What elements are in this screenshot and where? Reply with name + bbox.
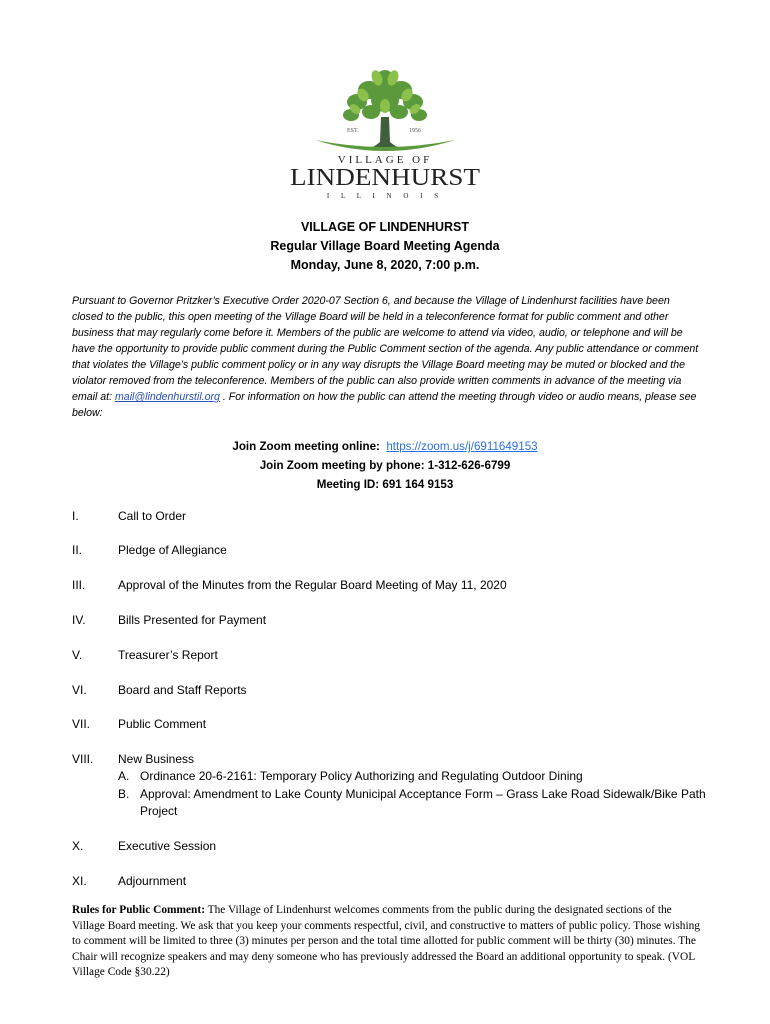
email-link[interactable]: mail@lindenhurstil.org [114, 391, 220, 403]
agenda-subitem-letter: A. [118, 769, 130, 783]
svg-text:I L L I N O I S: I L L I N O I S [326, 192, 444, 200]
agenda-subitem [118, 768, 712, 786]
agenda-item-number: VI. [72, 683, 87, 697]
svg-text:EST.: EST. [347, 128, 359, 134]
agenda-item-text: Approval of the Minutes from the Regular Board Meeting of May 11, 2020 [118, 578, 507, 592]
agenda-subitem-text: Ordinance 20-6-2161: Temporary Policy Authorizing and Regulating Outdoor Dining [140, 769, 583, 783]
agenda-item-number: VII. [72, 717, 91, 731]
agenda-item-number: II. [72, 543, 83, 557]
agenda-item-number: X. [72, 839, 84, 853]
rules-heading: Rules for Public Comment: [72, 904, 205, 916]
intro-text-after: . For information on how the public can attend the meeting through video or audio means, please see below: [72, 391, 697, 419]
title-line-3: Monday, June 8, 2020, 7:00 p.m. [290, 258, 480, 272]
agenda-subitem-text: Approval: Amendment to Lake County Municipal Acceptance Form – Grass Lake Road Sidewalk/Bike Path Project [140, 786, 706, 818]
village-logo [285, 62, 485, 212]
title-line-1: VILLAGE OF LINDENHURST [300, 220, 470, 234]
svg-text:1956: 1956 [409, 128, 421, 134]
zoom-online-line [0, 437, 770, 456]
agenda-item-text: Bills Presented for Payment [118, 613, 267, 627]
tree-logo-icon [285, 62, 485, 212]
agenda-item-number: III. [72, 578, 86, 592]
title-line-2: Regular Village Board Meeting Agenda [270, 239, 500, 253]
public-comment-rules [72, 903, 704, 981]
agenda-subitem-letter: B. [118, 786, 130, 801]
zoom-online-label: Join Zoom meeting online: [232, 440, 380, 453]
agenda-item-body [118, 750, 712, 821]
agenda-item-text: Adjournment [118, 874, 187, 888]
intro-paragraph [72, 293, 700, 421]
svg-text:VILLAGE OF: VILLAGE OF [337, 154, 433, 166]
agenda-item-number: IV. [72, 613, 86, 627]
agenda-item-text: Call to Order [118, 509, 187, 523]
agenda-item-text: Executive Session [118, 839, 217, 853]
agenda-item-number: V. [72, 648, 83, 662]
svg-text:LINDENHURST: LINDENHURST [290, 165, 481, 191]
agenda-subitem [118, 786, 712, 821]
agenda-item-text: Public Comment [118, 717, 207, 731]
zoom-link[interactable]: https://zoom.us/j/6911649153 [386, 440, 538, 453]
agenda-item-text: New Business [118, 752, 195, 766]
agenda-item-number: VIII. [72, 752, 94, 766]
zoom-info [0, 437, 770, 494]
agenda-title-block [0, 218, 770, 275]
rules-text: The Village of Lindenhurst welcomes comments from the public during the designated sections of the Village Board meeting. We ask that you keep your comments respectful, civil, and constructive to matters of public policy. Those wishing to comment will be limited to three (3) minutes per person and the total time allotted for public comment will be thirty (30) minutes. The Chair will recognize speakers and may deny someone who has previously addressed the Board an additional opportunity to speak. (VOL Village Code §30.22) [72, 904, 701, 979]
agenda-item-number: I. [72, 509, 79, 523]
agenda-item-text: Board and Staff Reports [118, 683, 247, 697]
intro-text-before: Pursuant to Governor Pritzker’s Executive Order 2020-07 Section 6, and because the Village of Lindenhurst facilities have been closed to the public, this open meeting of the Village Board will be held in a teleconference format for public comment and other business that may regularly come before it. Members of the public are welcome to attend via video, audio, or telephone and will be have the opportunity to provide public comment during the Public Comment section of the agenda. Any public attendance or comment that violates the Village’s public comment policy or in any way disrupts the Village Board meeting may be muted or blocked and the violator removed from the teleconference. Members of the public can also provide written comments in advance of the meeting via email at: [72, 295, 699, 403]
zoom-phone-line: Join Zoom meeting by phone: 1-312-626-6799 [259, 459, 511, 472]
agenda-item-text: Pledge of Allegiance [118, 543, 227, 557]
agenda-item-text: Treasurer’s Report [118, 648, 218, 662]
agenda-item-number: XI. [72, 874, 87, 888]
zoom-meeting-id: Meeting ID: 691 164 9153 [316, 478, 454, 491]
